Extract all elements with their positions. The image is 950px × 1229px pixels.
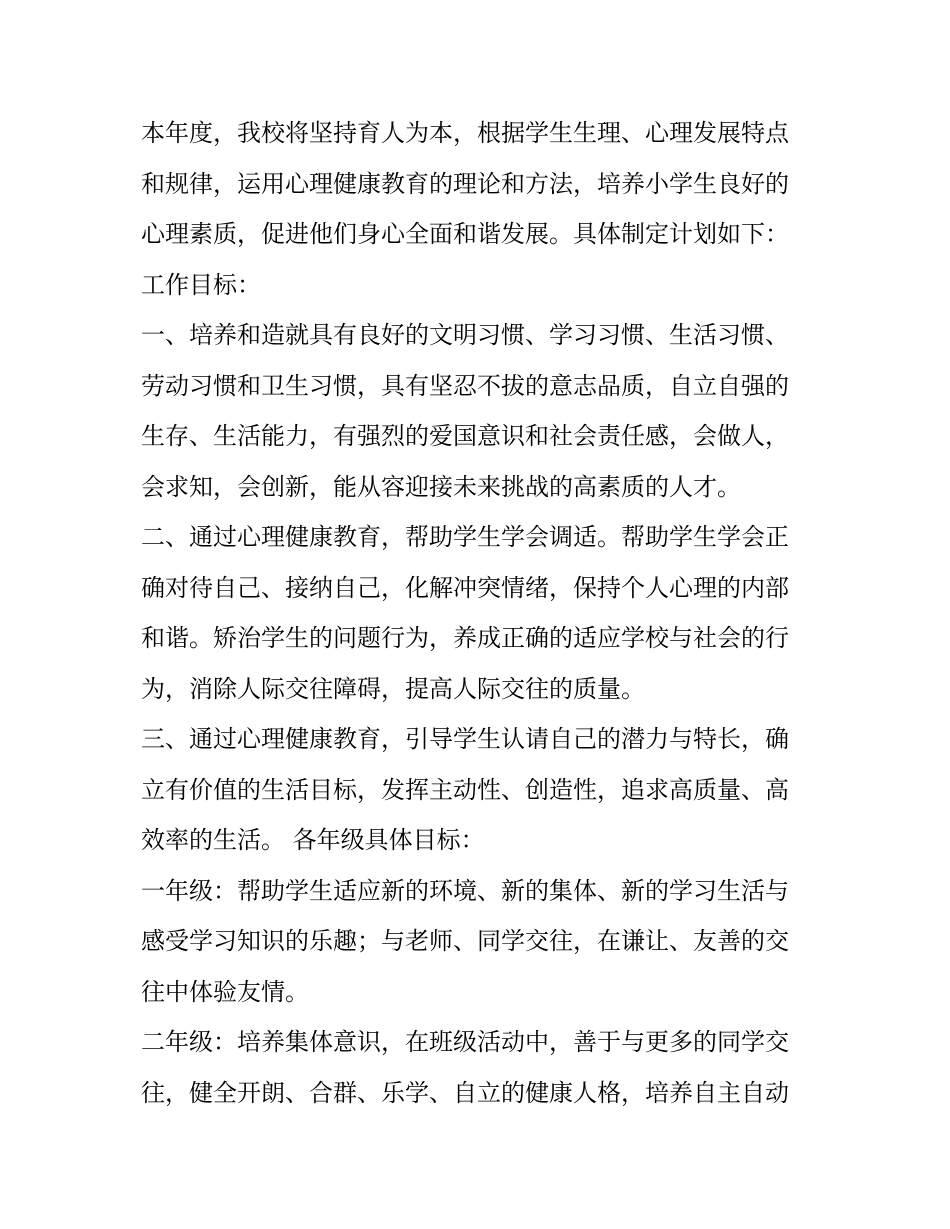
text-line: 心理素质，促进他们身心全面和谐发展。具体制定计划如下： <box>141 220 789 248</box>
text-line: 一年级：帮助学生适应新的环境、新的集体、新的学习生活与 <box>141 876 789 905</box>
text-line: 三、通过心理健康教育，引导学生认请自己的潜力与特长，确 <box>141 725 789 753</box>
text-line: 生存、生活能力，有强烈的爱国意识和社会责任感，会做人， <box>141 422 789 450</box>
text-line: 效率的生活。 各年级具体目标： <box>141 826 485 854</box>
text-line: 一、培养和造就具有良好的文明习惯、学习习惯、生活习惯、 <box>141 321 789 349</box>
section-heading: 工作目标： <box>141 270 261 299</box>
text-line: 感受学习知识的乐趣；与老师、同学交往，在谦让、友善的交 <box>141 927 789 955</box>
text-line: 为，消除人际交往障碍，提高人际交往的质量。 <box>141 674 645 703</box>
text-line: 劳动习惯和卫生习惯，具有坚忍不拔的意志品质，自立自强的 <box>141 371 789 400</box>
text-line: 和规律，运用心理健康教育的理论和方法，培养小学生良好的 <box>141 169 789 198</box>
text-line: 确对待自己、接纳自己，化解冲突情绪，保持个人心理的内部 <box>141 573 789 602</box>
text-line: 会求知，会创新，能从容迎接未来挑战的高素质的人才。 <box>141 472 741 501</box>
text-line: 往，健全开朗、合群、乐学、自立的健康人格，培养自主自动 <box>141 1078 789 1107</box>
text-line: 本年度，我校将坚持育人为本，根据学生生理、心理发展特点 <box>141 119 789 147</box>
document-body <box>141 108 821 1118</box>
text-line: 二、通过心理健康教育，帮助学生学会调适。帮助学生学会正 <box>141 523 789 551</box>
text-line: 往中体验友情。 <box>141 977 309 1006</box>
text-line: 和谐。矫治学生的问题行为，养成正确的适应学校与社会的行 <box>141 624 789 652</box>
text-line: 立有价值的生活目标，发挥主动性、创造性，追求高质量、高 <box>141 775 789 804</box>
text-line: 二年级：培养集体意识，在班级活动中，善于与更多的同学交 <box>141 1028 789 1056</box>
